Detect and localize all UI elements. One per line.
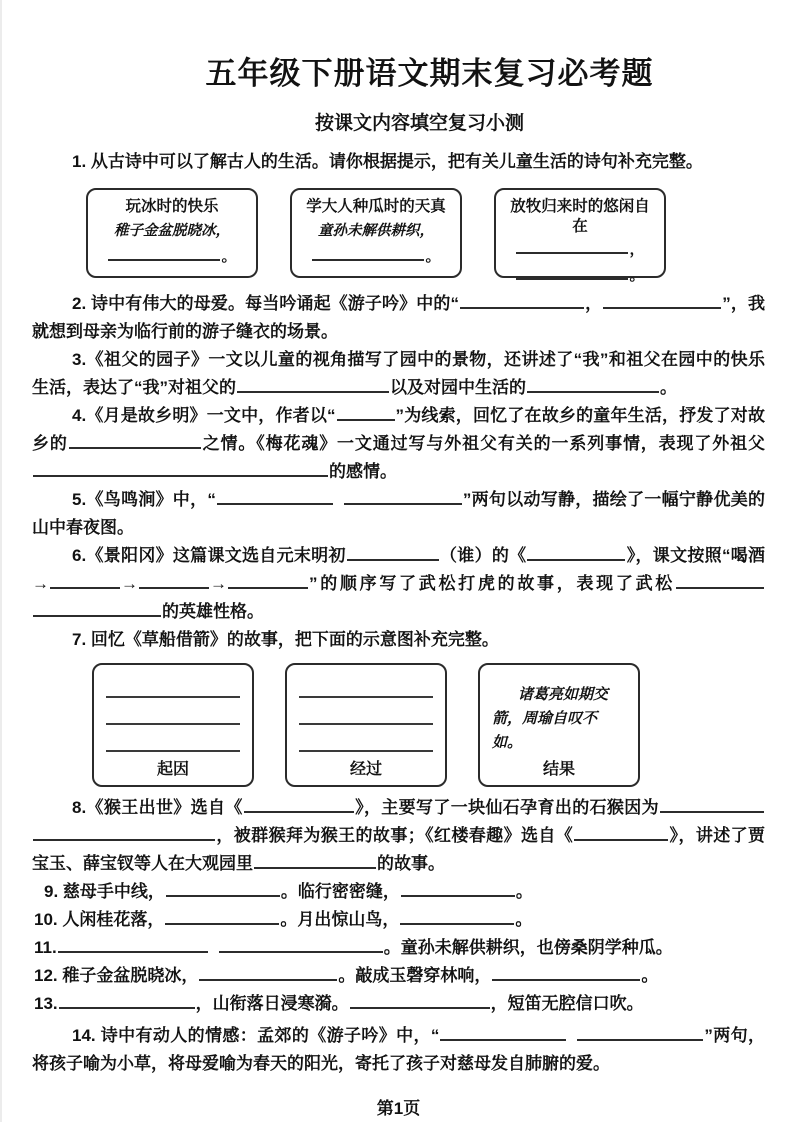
blank-line: [401, 882, 515, 897]
question-text: 3.《祖父的园子》一文以儿童的视角描写了园中的景物，还讲述了“我”和祖父在园中的快乐生活，表达了“我”对祖父的: [32, 350, 765, 397]
question-text: 12. 稚子金盆脱晓冰，: [34, 966, 199, 985]
question-text: ”两句以动写静，描绘了一幅宁静优美的山中春夜图。: [32, 490, 765, 537]
blank-line: [577, 1026, 703, 1041]
blank-line: [217, 490, 333, 505]
blank-line: [299, 698, 433, 725]
card-blank-row: [506, 239, 654, 260]
blank-line: [166, 882, 280, 897]
question-12: [32, 962, 765, 990]
question-text: ，: [585, 294, 603, 313]
arrow-icon: →: [32, 574, 49, 593]
question-text: 我就想到母亲为临行前的游子缝衣的场景。: [32, 294, 766, 341]
question-text: ”为线索，回忆了在故乡的童年生活，抒发了对故乡的: [32, 406, 765, 453]
card-blank-row: [98, 246, 246, 267]
question-text: 8.《猴王出世》选自《: [72, 798, 243, 817]
blank-line: [33, 826, 215, 841]
question-text: 以及对园中生活的: [390, 378, 526, 397]
question-10: [32, 906, 765, 934]
question-text: 之情。《梅花魂》一文通过写与外祖父有关的一系列事情，表现了外祖父: [201, 434, 766, 453]
blank-line: [344, 490, 462, 505]
blank-line: [312, 246, 424, 261]
question-text: 1. 从古诗中可以了解古人的生活。请你根据提示，把有关儿童生活的诗句补充完整。: [72, 152, 703, 171]
question-text: 》，讲述了贾宝玉、薛宝钗等人在大观园里: [32, 826, 766, 873]
page-subtitle: 按课文内容填空复习小测: [314, 113, 524, 134]
diagram-card-cause: [92, 663, 254, 787]
question-text: 。敲成玉磬穿林响，: [338, 966, 492, 985]
question-2: [32, 290, 765, 346]
question-text: ”的顺序写了武松打虎的故事，表现了武松: [309, 574, 675, 593]
question-text: ”，: [722, 294, 749, 313]
question-text: 。月出惊山鸟，: [280, 910, 400, 929]
blank-line: [106, 698, 240, 725]
card-label: 起因: [156, 761, 189, 778]
question-text: 的感情。: [329, 462, 397, 481]
question-text: ，短笛无腔信口吹。: [490, 994, 644, 1013]
question-text: 。: [515, 882, 533, 901]
question-11: [32, 934, 765, 962]
question-7: [32, 626, 765, 654]
blank-line: [574, 826, 668, 841]
question-1: [32, 148, 765, 176]
blank-line: [59, 994, 195, 1009]
question-text: 6.《景阳冈》这篇课文选自元末明初: [72, 546, 346, 565]
punctuation: ，: [629, 241, 645, 258]
diagram-card-process: [285, 663, 447, 787]
question-4: [32, 402, 765, 486]
blank-line: [165, 910, 279, 925]
blank-line: [527, 546, 625, 561]
blank-line: [676, 574, 764, 589]
card-given-line: 稚子金盆脱晓冰，: [114, 223, 230, 239]
poem-cards-row: [86, 188, 765, 284]
blank-line: [299, 725, 433, 752]
card-label: 经过: [349, 761, 382, 778]
question-text: ，被群猴拜为猴王的故事；《红楼春趣》选自《: [216, 826, 574, 845]
arrow-icon: →: [121, 574, 138, 593]
question-text: 13.: [34, 994, 58, 1013]
question-8: [32, 794, 765, 878]
blank-line: [460, 294, 584, 309]
arrow-icon: →: [210, 574, 227, 593]
question-text: 5.《鸟鸣涧》中，“: [72, 490, 216, 509]
card-given-line: 童孙未解供耕织，: [318, 223, 434, 239]
card-blank-row: [302, 246, 450, 267]
question-text: 的英雄性格。: [162, 602, 264, 621]
blank-line: [527, 378, 659, 393]
poem-card-play-ice: [86, 188, 258, 278]
blank-line: [350, 994, 490, 1009]
question-text: ，山衔落日浸寒漪。: [195, 994, 349, 1013]
blank-line: [50, 574, 120, 589]
question-text: 。: [660, 378, 677, 397]
blank-line: [660, 798, 764, 813]
result-text: 诸葛亮如期交箭，周瑜自叹不如。: [492, 687, 609, 751]
page-title: 五年级下册语文期末复习必考题: [205, 56, 654, 91]
story-diagram-row: [92, 663, 765, 787]
blank-line: [199, 966, 337, 981]
blank-line: [299, 671, 433, 698]
question-text: 10. 人闲桂花落，: [34, 910, 165, 929]
blank-line: [228, 574, 308, 589]
card-heading: 放牧归来时的悠闲自在: [510, 198, 650, 235]
blank-line: [69, 434, 201, 449]
question-14: [32, 1022, 765, 1078]
question-text: 9. 慈母手中线，: [44, 882, 165, 901]
blank-line: [106, 725, 240, 752]
question-text: 。童孙未解供耕织，也傍桑阴学种瓜。: [383, 938, 673, 957]
poem-card-herding: [494, 188, 666, 284]
question-9: [32, 878, 765, 906]
question-text: ”两句，将孩子喻为小草，将母爱喻为春天的阳光，寄托了孩子对慈母发自肺腑的爱。: [32, 1026, 766, 1073]
punctuation: 。: [629, 267, 645, 284]
blank-line: [33, 462, 328, 477]
blank-line: [492, 966, 640, 981]
blank-line: [244, 798, 354, 813]
blank-line: [337, 406, 395, 421]
blank-line: [347, 546, 439, 561]
blank-line: [400, 910, 514, 925]
question-3: [32, 346, 765, 402]
question-text: （谁）的《: [439, 546, 527, 565]
question-text: 2. 诗中有伟大的母爱。每当吟诵起《游子吟》中的“: [72, 294, 460, 313]
blank-line: [440, 1026, 566, 1041]
question-text: 的故事。: [377, 854, 445, 873]
blank-line: [603, 294, 721, 309]
card-label: 结果: [542, 761, 575, 778]
blank-line: [106, 671, 240, 698]
diagram-card-result: [478, 663, 640, 787]
page-footer: 第1页: [376, 1099, 421, 1118]
question-text: 14. 诗中有动人的情感：孟郊的《游子吟》中，“: [72, 1026, 440, 1045]
blank-line: [108, 246, 220, 261]
question-text: 7. 回忆《草船借箭》的故事，把下面的示意图补充完整。: [72, 630, 499, 649]
blank-line: [139, 574, 209, 589]
question-text: 》，课文按照“喝酒: [626, 546, 766, 565]
punctuation: 。: [425, 248, 441, 265]
question-text: 。: [515, 910, 533, 929]
blank-line: [58, 938, 208, 953]
question-6: [32, 542, 765, 626]
question-5: [32, 486, 765, 542]
punctuation: 。: [221, 248, 237, 265]
card-heading: 学大人种瓜时的天真: [306, 198, 446, 215]
blank-line: [237, 378, 389, 393]
blank-line: [219, 938, 383, 953]
question-text: 。临行密密缝，: [280, 882, 400, 901]
blank-line: [516, 265, 628, 280]
question-text: 4.《月是故乡明》一文中，作者以“: [72, 406, 336, 425]
poem-card-plant-melon: [290, 188, 462, 278]
question-13: [32, 990, 765, 1018]
blank-line: [33, 602, 161, 617]
card-heading: 玩冰时的快乐: [125, 198, 219, 215]
question-text: 》，主要写了一块仙石孕育出的石猴因为: [354, 798, 659, 817]
blank-line: [516, 239, 628, 254]
question-text: 。: [641, 966, 659, 985]
question-text: 11.: [34, 938, 57, 957]
card-blank-row: [506, 265, 654, 286]
blank-line: [254, 854, 376, 869]
